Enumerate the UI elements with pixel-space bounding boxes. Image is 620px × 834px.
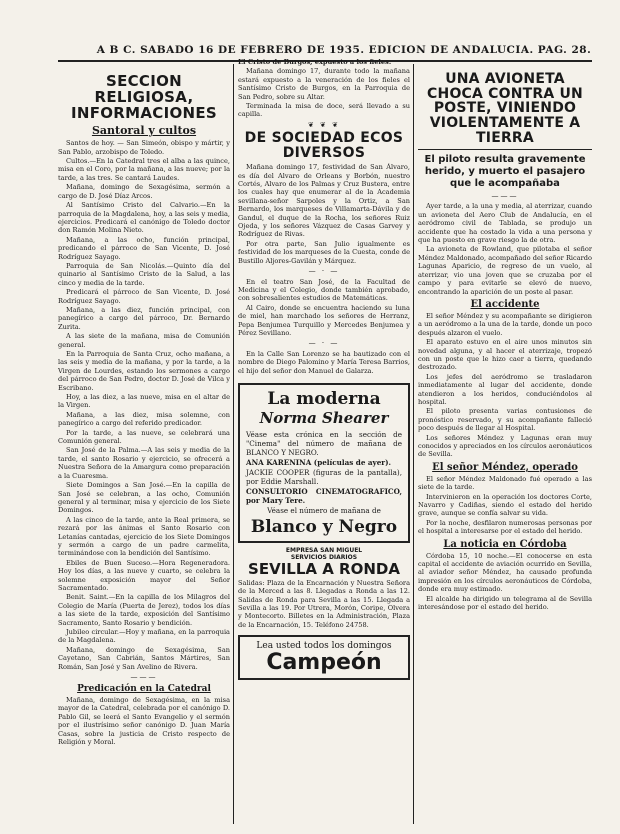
paragraph: Mañana, domingo de Sexagésima, en la misa mayor de la Catedral, celebrada por el canónigo D. Pablo Gil, se leerá el Santo Evangelio y el sermón por el ilustrísimo señor canónigo D. Juan María Casas, sobre la justicia de Cristo respecto de Religión y Moral. xyxy=(58,696,230,747)
article-cordoba xyxy=(418,552,592,612)
separator: ——— xyxy=(491,192,519,201)
separator: — · — xyxy=(308,339,340,348)
paragraph: Por otra parte, San Julio igualmente es festividad de los marqueses de la Cuesta, conde de Bustillo Aljores-Gavilán y Márquez. xyxy=(238,239,410,265)
paragraph: El señor Méndez y su acompañante se dirigieron a un aeródromo a la una de la tarde, donde un poco después alzaron el vuelo. xyxy=(418,311,592,337)
paragraph: Mañana, a las diez, misa solemne, con panegírico a cargo del referido predicador. xyxy=(58,410,230,428)
paragraph: En la Calle San Lorenzo se ha bautizado con el nombre de Diego Palomino y María Teresa Barrios, el hijo del señor don Manuel de Galarza. xyxy=(238,349,410,375)
paragraph: Ebiles de Buen Suceso.—Hora Regeneradora. Hoy los días, a las nueve y cuarto, se celebra la solemne exposición mayor del Señor Sacramentado. xyxy=(58,558,230,592)
column-aviation xyxy=(418,72,592,824)
article-operado xyxy=(418,475,592,536)
separator: ——— xyxy=(130,673,158,682)
ad-text: Véase esta crónica en la sección de "Cinema" del número de mañana de BLANCO Y NEGRO. xyxy=(246,429,402,457)
paragraph: La avioneta de Rowland, que pilotaba el señor Méndez Maldonado, acompañado del señor Ricardo Lagunas Aparicio, de regreso de un vuelo, al aterrizar, vio una joven que se cruzaba por el campo y para evitarle se elevó de nuevo, encontrando la aparición de un poste al pasar. xyxy=(418,245,592,296)
paragraph: A las siete de la mañana, misa de Comunión general. xyxy=(58,332,230,349)
subtitle-cordoba: La noticia en Córdoba xyxy=(443,538,567,550)
article-avioneta xyxy=(418,202,592,295)
paragraph: Al Cairo, donde se encuentra haciendo su luna de miel, han marchado los señores de Herranz, Pepa Benjumea Turquillo y Mercedes Benjumea y Pérez Sevillano. xyxy=(238,303,410,337)
ad-campeon xyxy=(238,635,410,680)
ornament: ❦ ❦ ❦ xyxy=(307,120,341,129)
paragraph: El piloto presenta varias contusiones de pronóstico reservado, y su acompañante falleció poco después de llegar al Hospital. xyxy=(418,407,592,433)
paragraph: Mañana, a las ocho, función principal, predicando el párroco de San Vicente, D. José Rodríguez Sayago. xyxy=(58,235,230,261)
paragraph: Los señores Méndez y Lagunas eran muy conocidos y apreciados en los círculos aeronáuticos de Sevilla. xyxy=(418,433,592,459)
paragraph: Mañana domingo 17, festividad de San Álvaro, es día del Alvaro de Orleans y Borbón, nuestro Cortés, Alvaro de los Palmas y Cruz Bustera, entre los cuales hay que enumerar al de la Academia sevillana-señor Sarpoles y la Ortiz, a San Bernardo, los marqueses de Villamarta-Dávila y de Gandul, el duque de la Rocha, los señores Ruiz Ojeda, y los señores Vázquez de Casas Garvey y Rodríguez de Rivas. xyxy=(238,163,410,239)
ad-route-title: SEVILLA A RONDA xyxy=(248,559,400,578)
paragraph: Jubileo circular.—Hoy y mañana, en la parroquia de la Magdalena. xyxy=(58,628,230,645)
paragraph: Cultos.—En la Catedral tres el alba a las quince, misa en el Coro, por la mañana, a las nueve; por la tarde, a las tres. Se cantará Laudes. xyxy=(58,157,230,182)
paragraph: Los jefes del aeródromo se trasladaron inmediatamente al lugar del accidente, donde atendieron a los heridos, conduciéndolos al hospital. xyxy=(418,372,592,406)
paragraph: A las cinco de la tarde, ante la Real primera, se rezará por las ánimas el Santo Rosario con Letanías cantadas, ejercicio de los Siete Domingos y sermón a cargo de un padre carmelita, terminándose con la bendición del Santísimo. xyxy=(58,515,230,558)
paragraph: Por la tarde, a las nueve, se celebrará una Comunión general. xyxy=(58,428,230,446)
subhead-avioneta: El piloto resulta gravemente herido, y muerto el pasajero que le acompañaba xyxy=(424,154,586,190)
subtitle-santoral: Santoral y cultos xyxy=(91,124,197,138)
paragraph: Al Santísimo Cristo del Calvario.—En la parroquia de la Magdalena, hoy, a las seis y media, ejercicios. Predicará el canónigo de Toledo doctor don Ramón Molina Nieto. xyxy=(58,201,230,235)
column-rule-2 xyxy=(413,64,414,824)
ad-route-text xyxy=(238,579,410,629)
ad-body xyxy=(246,430,402,515)
article-ecos xyxy=(238,163,410,375)
paragraph: En la Parroquia de Santa Cruz, ocho mañana, a las seis y media de la mañana, y por la tarde, a la Virgen de Lourdes, estando los sermones a cargo del párroco de San Pedro, doctor D. José de Vilca y Escribano. xyxy=(58,350,230,392)
paragraph: Predicará el párroco de San Vicente, D. José Rodríguez Sayago. xyxy=(58,288,230,305)
paragraph: En el teatro San José, de la Facultad de Medicina y el Colegio, donde también aprobado, con sobresalientes estudios de Matemáticas. xyxy=(238,277,410,303)
ad-campeon-title: Campeón xyxy=(266,650,382,676)
article-accidente xyxy=(418,312,592,459)
ad-consultorio: CONSULTORIO CINEMATOGRAFICO, por Mary Tere. xyxy=(246,486,402,505)
ad-title-line2: Norma Shearer xyxy=(259,408,389,427)
article-cristo-burgos xyxy=(238,58,410,119)
paragraph: El aparato estuvo en el aire unos minutos sin novedad alguna, y al hacer el aterrizaje, tropezó con un poste que le hizo caer a tierra, quedando destrozado. xyxy=(418,338,592,372)
paragraph: Ayer tarde, a la una y media, al aterrizar, cuando un avioneta del Aero Club de Andalucía, en el aeródromo civil de Tablada, se produjo un accidente que ha costado la vida a una persona y que ha puesto en grave riesgo la de otra. xyxy=(418,202,592,245)
paragraph: Siete Domingos a San José.—En la capilla de San José se celebran, a las ocho, Comunión general y al terminar, misa y ejercicio de los Siete Domingos. xyxy=(58,481,230,515)
subtitle-predicacion: Predicación en la Catedral xyxy=(77,684,211,695)
headline-rule xyxy=(418,149,592,150)
paragraph: El Cristo de Burgos, expuesto a los fieles. xyxy=(238,58,392,66)
subtitle-accidente: El accidente xyxy=(470,298,540,310)
article-santoral xyxy=(58,139,230,671)
headline-avioneta: UNA AVIONETA CHOCA CONTRA UN POSTE, VINIENDO VIOLENTAMENTE A TIERRA xyxy=(427,72,583,146)
column-religion xyxy=(58,72,230,824)
ad-jackie: JACKIE COOPER (figuras de la pantalla), por Eddie Marshall. xyxy=(246,467,402,486)
paragraph: Parroquia de San Nicolás.—Quinto día del quinario al Santísimo Cristo de la Salud, a las cinco y media de la tarde. xyxy=(58,261,230,287)
ad-title-line1: La moderna xyxy=(267,388,381,409)
ad-film: ANA KARENINA (películas de ayer). xyxy=(246,457,391,467)
paragraph: Por la noche, desfilaron numerosas personas por el hospital a interesarse por el estado del herido. xyxy=(418,518,592,536)
article-predicacion xyxy=(58,696,230,746)
paragraph: Intervinieron en la operación los doctores Corte, Navarro y Cadiñas, siendo el estado del herido grave, aunque se confía salvar su vida. xyxy=(418,492,592,518)
ad-sevilla-ronda xyxy=(238,547,410,629)
paragraph: Benit. Saint.—En la capilla de los Milagros del Colegio de María (Puerta de Jerez), todos los días a las siete de la tarde, exposición del Santísimo Sacramento, Santo Rosario y bendición. xyxy=(58,593,230,627)
separator: — · — xyxy=(308,267,340,276)
ad-text2: Véase el número de mañana de xyxy=(267,505,381,515)
section-title-religion: SECCION RELIGIOSA, INFORMACIONES xyxy=(70,72,218,122)
paragraph: Mañana, a las diez, función principal, con panegírico a cargo del párroco, Dr. Bernardo Zurita. xyxy=(58,305,230,331)
paragraph: Mañana, domingo de Sexagésima, sermón a cargo de D. José Díaz Arcos. xyxy=(58,183,230,200)
column-rule-1 xyxy=(233,64,234,824)
paragraph: Mañana domingo 17, durante todo la mañana estará expuesto a la veneración de los fieles el Santísimo Cristo de Burgos, en la Parroquia de San Pedro, sobre su Altar. xyxy=(238,67,410,101)
ad-magazine-name: Blanco y Negro xyxy=(250,516,398,537)
column-society xyxy=(238,58,410,824)
ad-services: SERVICIOS DIARIOS xyxy=(290,553,358,561)
subtitle-operado: El señor Méndez, operado xyxy=(432,461,578,473)
ad-blanco-y-negro xyxy=(238,383,410,543)
ad-campeon-line1: Lea usted todos los domingos xyxy=(256,641,392,652)
paragraph: El señor Méndez Maldonado fué operado a las siete de la tarde. xyxy=(418,474,592,492)
ad-company: EMPRESA SAN MIGUEL xyxy=(285,546,363,554)
paragraph: San José de la Palma.—A las seis y media de la tarde, el santo Rosario y ejercicio, se ofrecerá a Nuestra Señora de la Amargura como preparación a la Cuaresma. xyxy=(58,446,230,480)
paragraph: Hoy, a las diez, a las nueve, misa en el altar de la Virgen. xyxy=(58,393,230,410)
section-title-society: DE SOCIEDAD ECOS DIVERSOS xyxy=(244,129,404,161)
running-header: A B C. SABADO 16 DE FEBRERO DE 1935. EDICION DE ANDALUCIA. PAG. 28. xyxy=(96,44,592,56)
paragraph: Santos de hoy. — San Simeón, obispo y mártir, y San Pablo, arzobispo de Toledo. xyxy=(58,139,230,156)
paragraph: Córdoba 15, 10 noche.—El conocerse en esta capital el accidente de aviación ocurrido en Sevilla, al aviador señor Méndez, ha causado profunda impresión en los círculos aeronáuticos de Córdoba, donde era muy estimado. xyxy=(418,551,592,594)
paragraph: El alcalde ha dirigido un telegrama al de Sevilla interesándose por el estado del herido. xyxy=(418,594,592,612)
paragraph: Mañana, domingo de Sexagésima, San Cayetano, San Cabrián, Santos Mártires, San Román, San José y San Avelino de Rivera. xyxy=(58,645,230,671)
paragraph: Salidas: Plaza de la Encarnación y Nuestra Señora de la Merced a las 8. Llegadas a Ronda a las 12. Salidas de Ronda para Sevilla a las 15. Llegada a Sevilla a las 19. Por Utrera, Morón, Coripe, Olvera y Montecorto. Billetes en la Administración, Plaza de la Encarnación, 15. Teléfono 24758. xyxy=(238,578,410,629)
paragraph: Terminada la misa de doce, será llevado a su capilla. xyxy=(238,102,410,119)
